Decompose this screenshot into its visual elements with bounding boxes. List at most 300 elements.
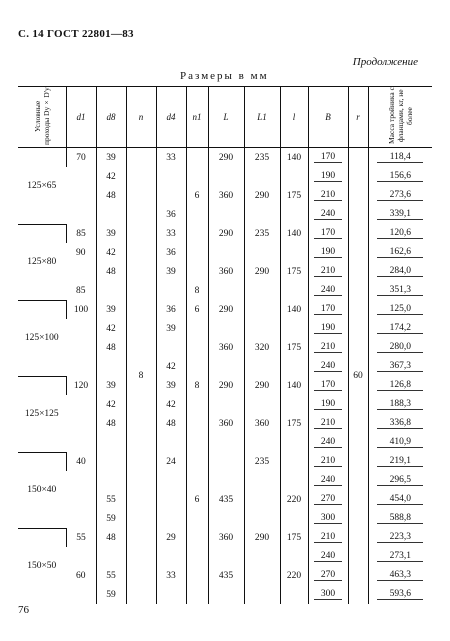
n1-cell [186, 357, 208, 376]
L-cell [208, 186, 244, 205]
n1-cell [186, 528, 208, 547]
m-cell [368, 281, 432, 300]
m-value: 188,3 [377, 399, 423, 410]
L1-value: 320 [254, 342, 270, 353]
n1-cell [186, 186, 208, 205]
L-value: 360 [218, 418, 234, 429]
table-row [18, 509, 432, 528]
page-header: С. 14 ГОСТ 22801—83 [18, 28, 134, 40]
B-cell [308, 471, 348, 490]
m-cell [368, 338, 432, 357]
m-value: 463,3 [377, 570, 423, 581]
B-value: 240 [314, 361, 341, 372]
l-cell [280, 300, 308, 319]
col-header-r: r [348, 87, 368, 148]
d4-value: 36 [166, 304, 176, 315]
table-row [18, 338, 432, 357]
L-cell [208, 528, 244, 547]
n1-cell [186, 281, 208, 300]
L1-value: 235 [254, 456, 270, 467]
d8-cell [96, 490, 126, 509]
m-cell [368, 547, 432, 566]
table-row [18, 262, 432, 281]
d4-value: 39 [166, 323, 176, 334]
d8-cell [96, 585, 126, 604]
d4-value: 33 [166, 228, 176, 239]
sizes-caption: Размеры в мм [180, 70, 269, 82]
l-cell [280, 186, 308, 205]
m-cell [368, 433, 432, 452]
L1-cell [244, 376, 280, 395]
d8-value: 48 [106, 190, 116, 201]
n1-cell [186, 490, 208, 509]
l-value: 175 [286, 190, 302, 201]
d8-value: 42 [106, 323, 116, 334]
m-value: 118,4 [377, 152, 423, 163]
L-value: 435 [218, 494, 234, 505]
d1-cell [66, 319, 96, 338]
m-value: 273,1 [377, 551, 423, 562]
l-value: 140 [286, 228, 302, 239]
d1-value: 120 [73, 380, 89, 391]
n1-cell [186, 414, 208, 433]
n1-cell [186, 148, 208, 168]
m-value: 120,6 [377, 228, 423, 239]
d4-cell [156, 262, 186, 281]
d8-cell [96, 547, 126, 566]
n1-cell [186, 262, 208, 281]
d8-cell [96, 471, 126, 490]
d1-value: 85 [76, 228, 86, 239]
d1-cell [66, 547, 96, 566]
n1-cell [186, 452, 208, 471]
m-cell [368, 566, 432, 585]
n1-value: 8 [194, 285, 200, 296]
d4-value: 48 [166, 418, 176, 429]
L-cell [208, 300, 244, 319]
l-cell [280, 471, 308, 490]
d4-cell [156, 281, 186, 300]
col-header-nominal: Условные проходы Dу×D'у [18, 87, 66, 148]
d4-cell [156, 395, 186, 414]
d1-cell [66, 490, 96, 509]
L1-value: 235 [254, 152, 270, 163]
d4-cell [156, 319, 186, 338]
d4-cell [156, 509, 186, 528]
table-row [18, 167, 432, 186]
L-cell [208, 224, 244, 243]
d1-cell [66, 509, 96, 528]
n1-cell [186, 547, 208, 566]
d1-cell [66, 205, 96, 224]
l-cell [280, 243, 308, 262]
d4-cell [156, 338, 186, 357]
m-cell [368, 186, 432, 205]
table-body [18, 148, 432, 605]
L-cell [208, 357, 244, 376]
B-value: 190 [314, 323, 341, 334]
m-cell [368, 148, 432, 168]
d4-cell [156, 376, 186, 395]
l-cell [280, 528, 308, 547]
table-row [18, 471, 432, 490]
m-cell [368, 357, 432, 376]
table-row [18, 148, 432, 168]
L-value: 360 [218, 266, 234, 277]
d1-cell [66, 186, 96, 205]
d8-cell [96, 319, 126, 338]
d8-cell [96, 452, 126, 471]
d4-value: 33 [166, 570, 176, 581]
m-value: 454,0 [377, 494, 423, 505]
n1-cell [186, 566, 208, 585]
d8-cell [96, 281, 126, 300]
table-row [18, 547, 432, 566]
B-value: 240 [314, 551, 341, 562]
L-value: 290 [218, 228, 234, 239]
B-value: 300 [314, 589, 341, 600]
nominal-size-cell: 125×65 [18, 148, 66, 225]
d1-cell [66, 566, 96, 585]
n1-cell [186, 167, 208, 186]
L1-cell [244, 528, 280, 547]
B-cell [308, 243, 348, 262]
n-shared-cell: 8 [126, 148, 156, 605]
L1-value: 290 [254, 532, 270, 543]
l-cell [280, 262, 308, 281]
L1-cell [244, 395, 280, 414]
m-value: 336,8 [377, 418, 423, 429]
l-value: 220 [286, 570, 302, 581]
d8-cell [96, 509, 126, 528]
l-value: 175 [286, 532, 302, 543]
B-cell [308, 262, 348, 281]
d4-value: 42 [166, 399, 176, 410]
L1-cell [244, 148, 280, 168]
l-cell [280, 490, 308, 509]
col-header-d4: d4 [156, 87, 186, 148]
m-cell [368, 300, 432, 319]
d8-value: 42 [106, 247, 116, 258]
table-row [18, 243, 432, 262]
d4-cell [156, 243, 186, 262]
d1-cell [66, 224, 96, 243]
n1-cell [186, 224, 208, 243]
d4-value: 24 [166, 456, 176, 467]
d4-value: 42 [166, 361, 176, 372]
B-cell [308, 585, 348, 604]
n1-value: 8 [194, 380, 200, 391]
l-cell [280, 585, 308, 604]
col-header-l: l [280, 87, 308, 148]
d8-cell [96, 205, 126, 224]
d1-cell [66, 585, 96, 604]
d8-value: 48 [106, 532, 116, 543]
L-value: 435 [218, 570, 234, 581]
d4-cell [156, 300, 186, 319]
d4-cell [156, 357, 186, 376]
L1-cell [244, 547, 280, 566]
B-cell [308, 167, 348, 186]
n1-cell [186, 243, 208, 262]
dimensions-table [18, 86, 432, 604]
L-value: 290 [218, 380, 234, 391]
r-shared-cell: 60 [348, 148, 368, 605]
L1-cell [244, 300, 280, 319]
col-header-n: n [126, 87, 156, 148]
d8-cell [96, 433, 126, 452]
d1-cell [66, 338, 96, 357]
d8-cell [96, 566, 126, 585]
m-value: 223,3 [377, 532, 423, 543]
d4-value: 36 [166, 209, 176, 220]
d4-cell [156, 414, 186, 433]
L1-value: 290 [254, 266, 270, 277]
table-row [18, 376, 432, 395]
d8-value: 59 [106, 513, 116, 524]
d1-cell [66, 357, 96, 376]
B-value: 170 [314, 152, 341, 163]
nominal-size-cell: 125×125 [18, 376, 66, 452]
m-value: 280,0 [377, 342, 423, 353]
d4-cell [156, 205, 186, 224]
m-value: 284,0 [377, 266, 423, 277]
d8-cell [96, 167, 126, 186]
L-cell [208, 395, 244, 414]
B-value: 240 [314, 475, 341, 486]
n1-cell [186, 395, 208, 414]
m-cell [368, 167, 432, 186]
L1-value: 290 [254, 190, 270, 201]
B-value: 210 [314, 418, 341, 429]
L-value: 360 [218, 342, 234, 353]
B-cell [308, 547, 348, 566]
table-row [18, 490, 432, 509]
d4-cell [156, 471, 186, 490]
m-value: 219,1 [377, 456, 423, 467]
table-row [18, 186, 432, 205]
m-value: 588,8 [377, 513, 423, 524]
table-row [18, 566, 432, 585]
L1-cell [244, 338, 280, 357]
d4-value: 29 [166, 532, 176, 543]
l-cell [280, 357, 308, 376]
d1-value: 70 [76, 152, 86, 163]
l-cell [280, 148, 308, 168]
B-value: 240 [314, 209, 341, 220]
L-value: 290 [218, 152, 234, 163]
d8-cell [96, 395, 126, 414]
L-cell [208, 338, 244, 357]
d4-value: 39 [166, 380, 176, 391]
m-cell [368, 395, 432, 414]
m-cell [368, 205, 432, 224]
m-cell [368, 262, 432, 281]
l-cell [280, 338, 308, 357]
d8-value: 55 [106, 494, 116, 505]
B-cell [308, 566, 348, 585]
col-header-mass: Масса тройника с фланцами, кг, не более [368, 87, 432, 148]
B-value: 190 [314, 171, 341, 182]
m-cell [368, 509, 432, 528]
L-cell [208, 148, 244, 168]
L-cell [208, 243, 244, 262]
L1-cell [244, 490, 280, 509]
L-value: 360 [218, 190, 234, 201]
B-value: 170 [314, 380, 341, 391]
m-cell [368, 452, 432, 471]
d1-cell [66, 471, 96, 490]
d1-value: 40 [76, 456, 86, 467]
L1-cell [244, 566, 280, 585]
L-cell [208, 566, 244, 585]
d8-value: 42 [106, 399, 116, 410]
m-cell [368, 414, 432, 433]
m-value: 351,3 [377, 285, 423, 296]
d4-cell [156, 585, 186, 604]
m-value: 162,6 [377, 247, 423, 258]
l-value: 175 [286, 418, 302, 429]
B-cell [308, 186, 348, 205]
L1-value: 235 [254, 228, 270, 239]
d1-cell [66, 281, 96, 300]
n1-cell [186, 509, 208, 528]
d4-cell [156, 547, 186, 566]
d4-value: 36 [166, 247, 176, 258]
B-cell [308, 148, 348, 168]
l-value: 140 [286, 304, 302, 315]
B-value: 170 [314, 228, 341, 239]
d8-cell [96, 376, 126, 395]
B-cell [308, 338, 348, 357]
n1-cell [186, 471, 208, 490]
table-header-row [18, 87, 432, 148]
d8-cell [96, 243, 126, 262]
L1-cell [244, 281, 280, 300]
col-header-d1: d1 [66, 87, 96, 148]
page-number: 76 [18, 604, 29, 616]
B-cell [308, 528, 348, 547]
nominal-size-cell: 125×100 [18, 300, 66, 376]
d4-cell [156, 566, 186, 585]
continuation-label: Продолжение [352, 56, 418, 68]
L-cell [208, 490, 244, 509]
B-value: 210 [314, 190, 341, 201]
d4-cell [156, 186, 186, 205]
col-header-B: B [308, 87, 348, 148]
B-cell [308, 205, 348, 224]
l-cell [280, 281, 308, 300]
l-cell [280, 376, 308, 395]
l-cell [280, 509, 308, 528]
l-cell [280, 566, 308, 585]
B-value: 210 [314, 266, 341, 277]
n1-cell [186, 205, 208, 224]
m-cell [368, 376, 432, 395]
table-row [18, 281, 432, 300]
d1-cell [66, 167, 96, 186]
L-cell [208, 433, 244, 452]
m-cell [368, 585, 432, 604]
table-row [18, 433, 432, 452]
L1-cell [244, 205, 280, 224]
L1-cell [244, 243, 280, 262]
m-value: 593,6 [377, 589, 423, 600]
B-value: 300 [314, 513, 341, 524]
n1-cell [186, 376, 208, 395]
B-value: 210 [314, 456, 341, 467]
B-value: 210 [314, 532, 341, 543]
L-cell [208, 547, 244, 566]
L-cell [208, 262, 244, 281]
table-row [18, 528, 432, 547]
L1-cell [244, 167, 280, 186]
l-cell [280, 167, 308, 186]
L-cell [208, 319, 244, 338]
n1-value: 6 [194, 494, 200, 505]
B-cell [308, 433, 348, 452]
d4-cell [156, 433, 186, 452]
m-value: 410,9 [377, 437, 423, 448]
l-value: 140 [286, 152, 302, 163]
d1-cell [66, 414, 96, 433]
d8-cell [96, 414, 126, 433]
L1-cell [244, 262, 280, 281]
d4-value: 33 [166, 152, 176, 163]
table-row [18, 300, 432, 319]
d1-cell [66, 376, 96, 395]
d8-cell [96, 148, 126, 168]
B-cell [308, 357, 348, 376]
d4-cell [156, 167, 186, 186]
m-value: 339,1 [377, 209, 423, 220]
l-value: 175 [286, 342, 302, 353]
d4-cell [156, 452, 186, 471]
L-cell [208, 585, 244, 604]
m-value: 125,0 [377, 304, 423, 315]
d1-cell [66, 528, 96, 547]
L-cell [208, 205, 244, 224]
d8-value: 59 [106, 589, 116, 600]
m-cell [368, 224, 432, 243]
B-cell [308, 490, 348, 509]
d4-value: 39 [166, 266, 176, 277]
col-header-L: L [208, 87, 244, 148]
l-value: 140 [286, 380, 302, 391]
d8-value: 48 [106, 418, 116, 429]
L-cell [208, 167, 244, 186]
m-cell [368, 528, 432, 547]
d8-cell [96, 224, 126, 243]
n1-cell [186, 338, 208, 357]
l-cell [280, 319, 308, 338]
L1-value: 360 [254, 418, 270, 429]
table-row [18, 357, 432, 376]
m-value: 296,5 [377, 475, 423, 486]
B-value: 210 [314, 342, 341, 353]
m-value: 174,2 [377, 323, 423, 334]
l-cell [280, 452, 308, 471]
L1-cell [244, 452, 280, 471]
L-cell [208, 471, 244, 490]
col-header-d8: d8 [96, 87, 126, 148]
B-cell [308, 281, 348, 300]
L1-cell [244, 471, 280, 490]
L-cell [208, 281, 244, 300]
nominal-size-cell: 150×50 [27, 561, 57, 572]
n1-cell [186, 585, 208, 604]
d1-cell [66, 262, 96, 281]
